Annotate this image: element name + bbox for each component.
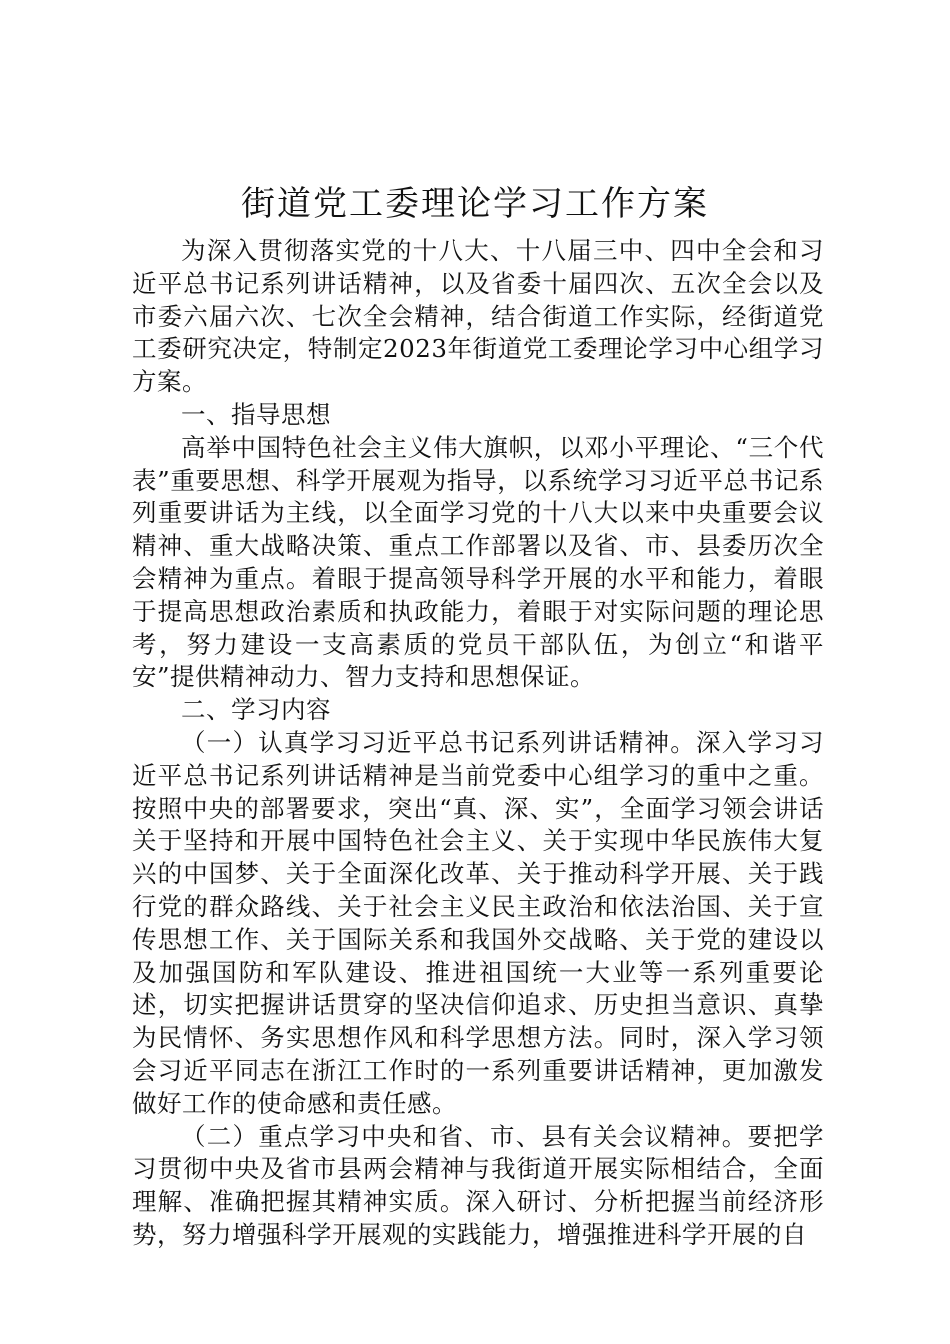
guiding-ideology-paragraph: 高举中国特色社会主义伟大旗帜，以邓小平理论、“三个代表”重要思想、科学开展观为指导，以系统学习习近平总书记系列重要讲话为主线，以全面学习党的十八大以来中央重要会议精神、重大战略决策、重点工作部署以及省、市、县委历次全会精神为重点。着眼于提高领导科学开展的水平和能力，着眼于提高思想政治素质和执政能力，着眼于对实际问题的理论思考，努力建设一支高素质的党员干部队伍，为创立“和谐平安”提供精神动力、智力支持和思想保证。 [132,432,824,692]
intro-paragraph: 为深入贯彻落实党的十八大、十八届三中、四中全会和习近平总书记系列讲话精神，以及省委十届四次、五次全会以及市委六届六次、七次全会精神，结合街道工作实际，经街道党工委研究决定，特制定2023年街道党工委理论学习中心组学习方案。 [132,236,824,397]
section-heading-study-content: 二、学习内容 [181,695,331,725]
study-content-item-1: （一）认真学习习近平总书记系列讲话精神。深入学习习近平总书记系列讲话精神是当前党委中心组学习的重中之重。按照中央的部署要求，突出“真、深、实”，全面学习领会讲话关于坚持和开展中国特色社会主义、关于实现中华民族伟大复兴的中国梦、关于全面深化改革、关于推动科学开展、关于践行党的群众路线、关于社会主义民主政治和依法治国、关于宣传思想工作、关于国际关系和我国外交战略、关于党的建设以及加强国防和军队建设、推进祖国统一大业等一系列重要论述，切实把握讲话贯穿的坚决信仰追求、历史担当意识、真挚为民情怀、务实思想作风和科学思想方法。同时，深入学习领会习近平同志在浙江工作时的一系列重要讲话精神，更加激发做好工作的使命感和责任感。 [132,727,824,1118]
study-content-item-2: （二）重点学习中央和省、市、县有关会议精神。要把学习贯彻中央及省市县两会精神与我街道开展实际相结合，全面理解、准确把握其精神实质。深入研讨、分析把握当前经济形势，努力增强科学开展观的实践能力，增强推进科学开展的自 [132,1121,824,1249]
section-heading-guiding-ideology: 一、指导思想 [181,399,331,429]
document-body [132,235,824,1252]
document-title: 街道党工委理论学习工作方案 [241,184,709,224]
